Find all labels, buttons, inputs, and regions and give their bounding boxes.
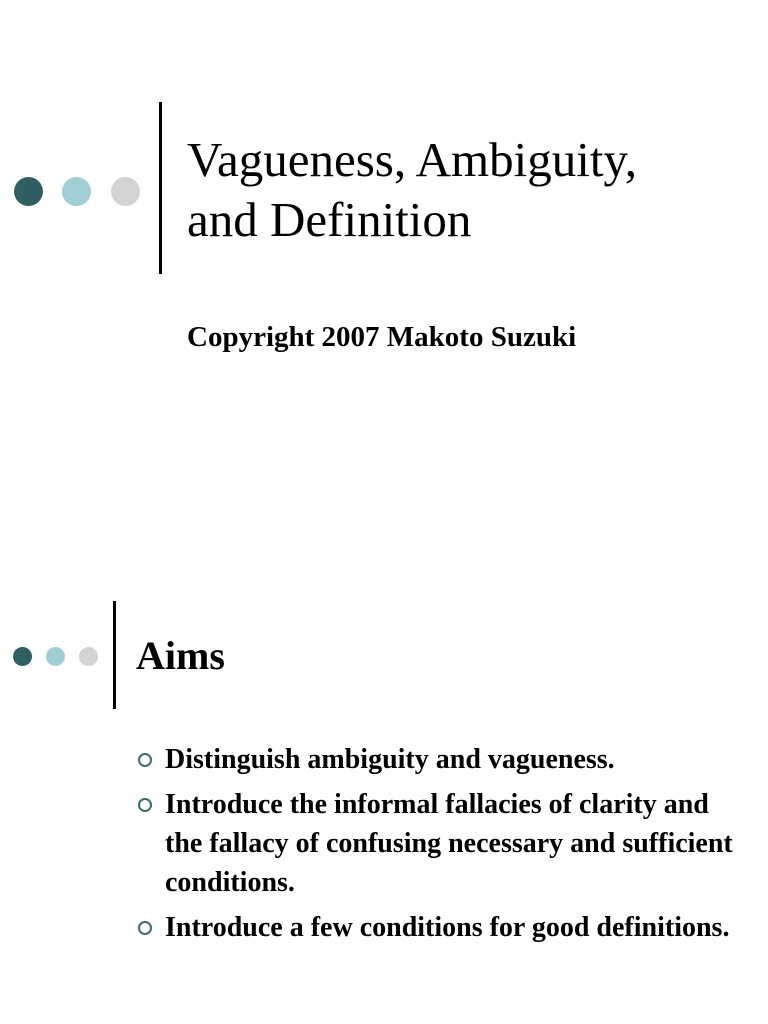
decorative-dot-light bbox=[111, 177, 140, 206]
heading-divider-bar bbox=[113, 601, 116, 709]
decorative-dot-light bbox=[79, 647, 98, 666]
bullet-text: Introduce the informal fallacies of clarity and the fallacy of confusing necessary and sufficient conditions. bbox=[165, 789, 733, 898]
decorative-dot-mid bbox=[62, 177, 91, 206]
bullet-item bbox=[136, 908, 736, 947]
aims-bullet-list bbox=[136, 740, 736, 953]
bullet-item bbox=[136, 740, 736, 779]
slide-heading: Aims bbox=[136, 633, 225, 678]
slide-title-line-1: Vagueness, Ambiguity, bbox=[187, 132, 638, 187]
hollow-circle-bullet-icon bbox=[138, 753, 152, 767]
hollow-circle-bullet-icon bbox=[138, 798, 152, 812]
bullet-item bbox=[136, 785, 736, 902]
bullet-text: Introduce a few conditions for good definitions. bbox=[165, 912, 730, 943]
decorative-dot-mid bbox=[46, 647, 65, 666]
bullet-text: Distinguish ambiguity and vagueness. bbox=[165, 744, 615, 775]
copyright-subtitle: Copyright 2007 Makoto Suzuki bbox=[187, 321, 577, 353]
slide-title bbox=[187, 130, 747, 250]
title-divider-bar bbox=[159, 102, 162, 274]
slide-title-line-2: and Definition bbox=[187, 192, 472, 247]
decorative-dot-dark bbox=[13, 647, 32, 666]
hollow-circle-bullet-icon bbox=[138, 921, 152, 935]
aims-slide bbox=[0, 512, 768, 1024]
decorative-dot-dark bbox=[14, 177, 43, 206]
